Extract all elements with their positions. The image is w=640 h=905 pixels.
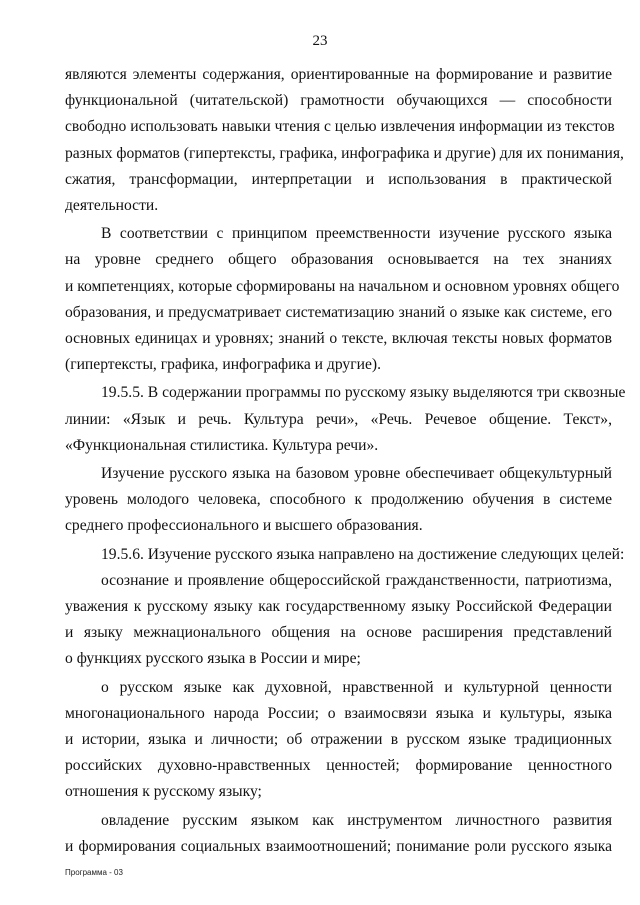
text-line: В соответствии с принципом преемственности изучение русского языка <box>101 225 612 243</box>
paragraph-continuation <box>65 62 624 219</box>
paragraph-19-5-6 <box>65 542 625 568</box>
footer-label: Программа - 03 <box>65 868 123 877</box>
text-line: и формирования социальных взаимоотношений; понимание роли русского языка <box>65 837 612 855</box>
text-line: основных единицах и уровнях; знаний о тексте, включая тексты новых форматов <box>65 330 612 348</box>
text-line: (гипертексты, графика, инфографика и другие). <box>65 356 381 374</box>
text-line: сжатия, трансформации, интерпретации и использования в практической <box>65 170 612 188</box>
text-line: на уровне среднего общего образования основывается на тех знаниях <box>65 251 612 269</box>
text-line: разных форматов (гипертексты, графика, инфографика и другие) для их понимания, <box>65 144 624 162</box>
text-line: о функциях русского языка в России и мире; <box>65 650 361 668</box>
text-line: осознание и проявление общероссийской гражданственности, патриотизма, <box>101 571 612 589</box>
paragraph-goal-values <box>65 675 612 806</box>
text-line: образования, и предусматривает систематизацию знаний о языке как системе, его <box>65 303 612 321</box>
text-line: уважения к русскому языку как государственному языку Российской Федерации <box>65 598 612 616</box>
body-text <box>65 62 626 860</box>
text-line: российских духовно-нравственных ценностей; формирование ценностного <box>65 757 612 775</box>
text-line: свободно использовать навыки чтения с целью извлечения информации из текстов <box>65 118 615 136</box>
text-line: многонационального народа России; о взаимосвязи языка и культуры, языка <box>65 704 612 722</box>
text-line: «Функциональная стилистика. Культура речи». <box>65 436 379 454</box>
text-line: отношения к русскому языку; <box>65 783 262 801</box>
text-line: среднего профессионального и высшего образования. <box>65 517 423 535</box>
paragraph-continuity <box>65 221 620 378</box>
page-number: 23 <box>312 33 328 49</box>
text-line: Изучение русского языка на базовом уровне обеспечивает общекультурный <box>101 465 612 483</box>
text-line: линии: «Язык и речь. Культура речи», «Речь. Речевое общение. Текст», <box>65 410 612 428</box>
text-line: и языку межнационального общения на основе расширения представлений <box>65 624 612 642</box>
text-line: о русском языке как духовной, нравственной и культурной ценности <box>101 678 612 696</box>
paragraph-19-5-5 <box>65 380 626 459</box>
text-line: и компетенциях, которые сформированы на начальном и основном уровнях общего <box>65 277 620 295</box>
text-line: функциональной (читательской) грамотности обучающихся — способности <box>65 92 612 110</box>
text-line: являются элементы содержания, ориентированные на формирование и развитие <box>65 66 612 83</box>
text-line: уровень молодого человека, способного к продолжению обучения в системе <box>65 491 612 509</box>
text-line: 19.5.5. В содержании программы по русскому языку выделяются три сквозные <box>101 384 626 402</box>
text-line: овладение русским языком как инструментом личностного развития <box>101 811 612 829</box>
paragraph-goal-citizenship <box>65 568 612 673</box>
paragraph-goal-mastery <box>65 808 612 860</box>
text-line: и истории, языка и личности; об отражении в русском языке традиционных <box>65 731 612 749</box>
text-line: деятельности. <box>65 197 159 215</box>
text-line: 19.5.6. Изучение русского языка направлено на достижение следующих целей: <box>101 545 625 563</box>
paragraph-basic-level <box>65 461 612 540</box>
